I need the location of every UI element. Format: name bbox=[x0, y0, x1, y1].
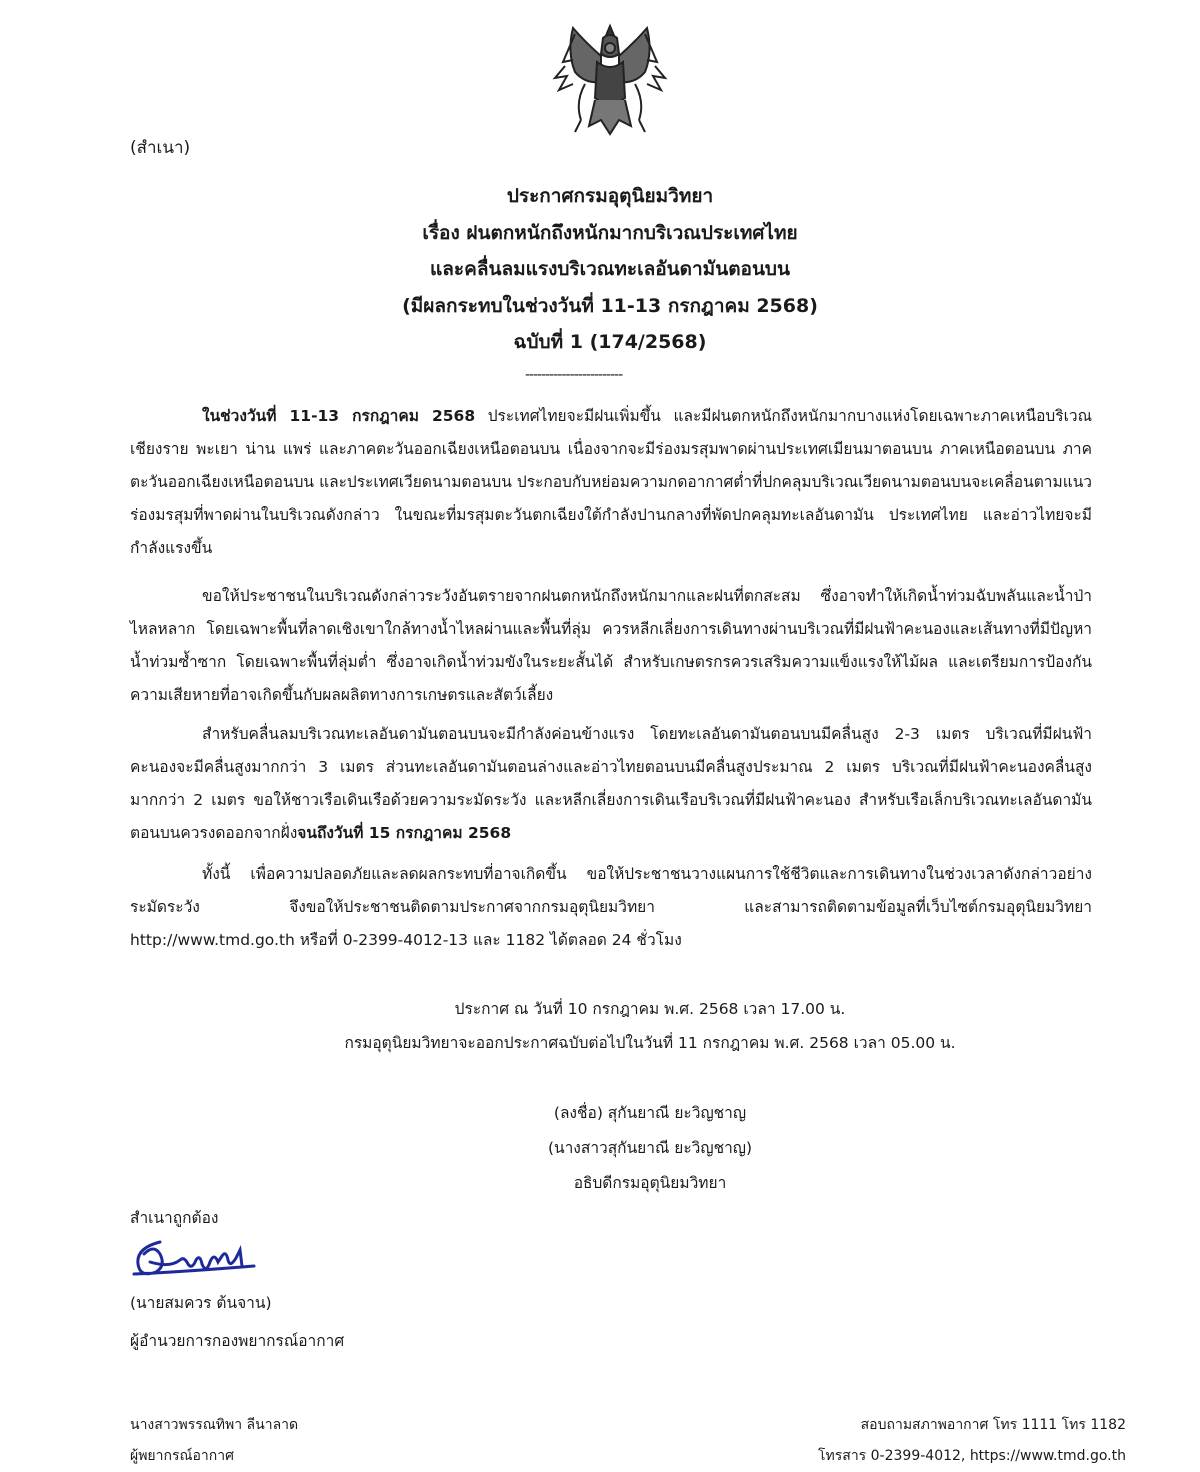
signatory-position: อธิบดีกรมอุตุนิยมวิทยา bbox=[573, 1174, 727, 1192]
marine-deadline-bold: จนถึงวันที่ 15 กรกฎาคม 2568 bbox=[297, 824, 512, 842]
forecaster-role: ผู้พยากรณ์อากาศ bbox=[130, 1448, 234, 1464]
paragraph-advice bbox=[130, 858, 1092, 957]
paragraph-forecast bbox=[130, 400, 1092, 565]
issued-date: ประกาศ ณ วันที่ 10 กรกฎาคม พ.ศ. 2568 เวลา 17.00 น. bbox=[454, 1000, 846, 1018]
contact-block bbox=[818, 1410, 1126, 1472]
next-issue-notice: กรมอุตุนิยมวิทยาจะออกประกาศฉบับต่อไปในวันที่ 11 กรกฎาคม พ.ศ. 2568 เวลา 05.00 น. bbox=[344, 1034, 956, 1052]
certified-copy-label: สำเนาถูกต้อง bbox=[130, 1209, 219, 1227]
signatory-block bbox=[400, 1096, 900, 1201]
marine-text: สำหรับคลื่นลมบริเวณทะเลอันดามันตอนบนจะมีกำลังค่อนข้างแรง โดยทะเลอันดามันตอนบนมีคลื่นสูง 2-3 เมตร บริเวณที่มีฝนฟ้าคะนองจะมีคลื่นสูงมากกว่า 3 เมตร ส่วนทะเลอันดามันตอนล่างและอ่าวไทยตอนบนมีคลื่นสูงประมาณ 2 เมตร บริเวณที่มีฝนฟ้าคะนองคลื่นสูงมากกว่า 2 เมตร ขอให้ชาวเรือเดินเรือด้วยความระมัดระวัง และหลีกเลี่ยงการเดินเรือบริเวณที่มีฝนฟ้าคะนอง สำหรับเรือเล็กบริเวณทะเลอันดามันตอนบนควรงดออกจากฝั่ง bbox=[130, 725, 1092, 842]
forecaster-block bbox=[130, 1410, 298, 1472]
signature-icon bbox=[130, 1232, 260, 1284]
certifier-name: (นายสมควร ต้นจาน) bbox=[130, 1294, 272, 1312]
contact-fax-web: โทรสาร 0-2399-4012, https://www.tmd.go.th bbox=[818, 1448, 1126, 1464]
separator-line: ------------------------ bbox=[525, 367, 623, 383]
subject-line-1: เรื่อง ฝนตกหนักถึงหนักมากบริเวณประเทศไทย bbox=[422, 221, 798, 244]
paragraph-warning bbox=[130, 580, 1092, 712]
garuda-emblem-icon bbox=[545, 22, 675, 140]
contact-phone: สอบถามสภาพอากาศ โทร 1111 โทร 1182 bbox=[860, 1417, 1126, 1433]
copy-mark: (สำเนา) bbox=[130, 138, 191, 158]
paragraph-marine bbox=[130, 718, 1092, 850]
signatory-full-name: (นางสาวสุกันยาณี ยะวิญชาญ) bbox=[547, 1139, 753, 1157]
issue-number: ฉบับที่ 1 (174/2568) bbox=[513, 331, 707, 353]
announcement-title: ประกาศกรมอุตุนิยมวิทยา bbox=[506, 185, 714, 207]
subject-line-2: และคลื่นลมแรงบริเวณทะเลอันดามันตอนบน bbox=[430, 258, 790, 280]
forecaster-name: นางสาวพรรณทิพา ลีนาลาด bbox=[130, 1417, 299, 1433]
certifier-position: ผู้อำนวยการกองพยากรณ์อากาศ bbox=[130, 1332, 345, 1350]
forecast-period-bold: ในช่วงวันที่ 11-13 กรกฎาคม 2568 bbox=[202, 407, 476, 425]
signatory-signed: (ลงชื่อ) สุกันยาณี ยะวิญชาญ bbox=[553, 1104, 747, 1122]
effect-period: (มีผลกระทบในช่วงวันที่ 11-13 กรกฎาคม 2568) bbox=[402, 294, 818, 317]
announcement-heading bbox=[200, 178, 1020, 361]
warning-text: ขอให้ประชาชนในบริเวณดังกล่าวระวังอันตรายจากฝนตกหนักถึงหนักมากและฝนที่ตกสะสม ซึ่งอาจทำให้เกิดน้ำท่วมฉับพลันและน้ำป่าไหลหลาก โดยเฉพาะพื้นที่ลาดเชิงเขาใกล้ทางน้ำไหลผ่านและพื้นที่ลุ่ม ควรหลีกเลี่ยงการเดินทางผ่านบริเวณที่มีฝนฟ้าคะนองและเส้นทางที่มีปัญหาน้ำท่วมซ้ำซาก โดยเฉพาะพื้นที่ลุ่มต่ำ ซึ่งอาจเกิดน้ำท่วมขังในระยะสั้นได้ สำหรับเกษตรกรควรเสริมความแข็งแรงให้ไม้ผล และเตรียมการป้องกันความเสียหายที่อาจเกิดขึ้นกับผลผลิตทางการเกษตรและสัตว์เลี้ยง bbox=[130, 587, 1092, 704]
forecast-text: ประเทศไทยจะมีฝนเพิ่มขึ้น และมีฝนตกหนักถึงหนักมากบางแห่งโดยเฉพาะภาคเหนือบริเวณเชียงราย พะเยา น่าน แพร่ และภาคตะวันออกเฉียงเหนือตอนบน เนื่องจากจะมีร่องมรสุมพาดผ่านประเทศเมียนมาตอนบน ภาคเหนือตอนบน ภาคตะวันออกเฉียงเหนือตอนบน และประเทศเวียดนามตอนบน ประกอบกับหย่อมความกดอากาศต่ำที่ปกคลุมบริเวณเวียดนามตอนบนจะเคลื่อนตามแนวร่องมรสุมที่พาดผ่านในบริเวณดังกล่าว ในขณะที่มรสุมตะวันตกเฉียงใต้กำลังปานกลางที่พัดปกคลุมทะเลอันดามัน ประเทศไทย และอ่าวไทยจะมีกำลังแรงขึ้น bbox=[130, 407, 1092, 557]
advice-text: ทั้งนี้ เพื่อความปลอดภัยและลดผลกระทบที่อาจเกิดขึ้น ขอให้ประชาชนวางแผนการใช้ชีวิตและการเดินทางในช่วงเวลาดังกล่าวอย่างระมัดระวัง จึงขอให้ประชาชนติดตามประกาศจากกรมอุตุนิยมวิทยา และสามารถติดตามข้อมูลที่เว็บไซต์กรมอุตุนิยมวิทยา http://www.tmd.go.th หรือที่ 0-2399-4012-13 และ 1182 ได้ตลอด 24 ชั่วโมง bbox=[130, 865, 1092, 949]
